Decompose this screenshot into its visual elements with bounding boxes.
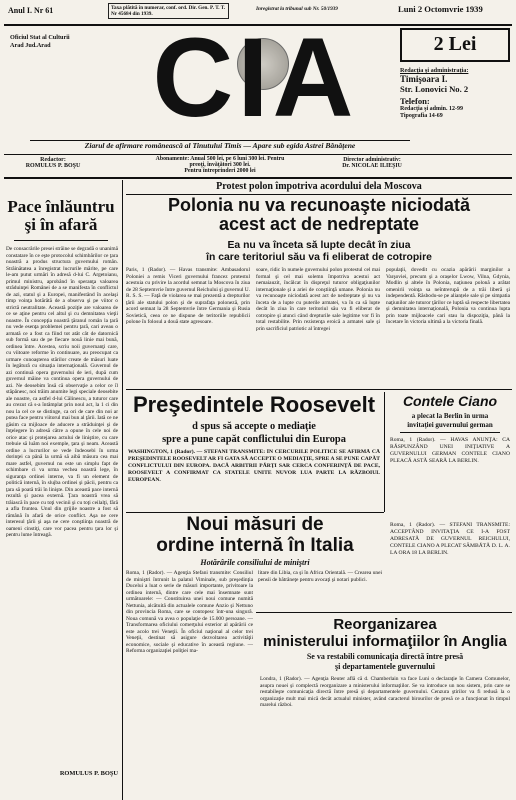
subscription-line-3: Pentru întreprinderi 2000 lei: [184, 168, 256, 174]
postage-note: Taxa plătită în numerar, conf. ord. Dir. Gen. P. T. T. Nr 45684 din 1939.: [108, 3, 229, 19]
top-story-subhead-line-2: în care teritoriul său va fi eliberat de cotropire: [206, 252, 432, 263]
year-number: Anul I. Nr 61: [8, 6, 54, 15]
ciano-deck-line-2: invitaţiei guvernului german: [407, 421, 493, 429]
editor-name: ROMULUS P. BOŞU: [25, 163, 81, 169]
england-deck: [258, 652, 512, 672]
top-story-headline-line-2: acest act de nedreptate: [218, 214, 420, 234]
ciano-para-1: Roma, 1 (Rador). — HAVAS ANUNŢA: CA RĂSPUNZÂND UNEI INIŢIATIVE A GUVERNULUI GERMAN CONTELE CIANO PLEACĂ ASTĂ SEARĂ LA BERLIN.: [390, 437, 510, 464]
top-story-bottom-rule: [126, 389, 512, 390]
director-name: Dr. NICOLAE ILIEŞIU: [342, 163, 402, 169]
director-block: [330, 157, 414, 169]
italy-column-1: Roma, 1 (Rador). — Agenţia Stefani transmite: Consiliul de miniştri întrunit la palatul Viminale, sub preşedinţia Ducelui a luat o serie de măsuri importante, privitoare la ordinea internă, dintre care cele mai însemnate sunt următoarele: — Constituirea unei noui comune numită Nettunia, alcătuită din actualele comune Anzio şi Nettuno din provincia Roma, care se contopesc într-una singură. Noua comună va avea o populaţie de 15.000 persoane. — Transformarea oficiului comerţului exterior al apărării ce este acolo trei Veneţii. În oficiul naţional al celor trei Veneţii, destinat să asigure dezvoltarea activităţii economice, sociale şi educative în această regiune. — Reforma organizaţiei poliţiei ma-: [126, 570, 253, 654]
tagline-rule-bottom: [4, 154, 512, 155]
registration-note: Inregistrat la tribunal sub Nr. 50/1939: [256, 6, 338, 12]
ciano-deck-line-1: a plecat la Berlin în urma: [411, 412, 489, 420]
top-story-subhead: [126, 240, 512, 264]
price-box: 2 Lei: [400, 28, 510, 62]
editorial-title-rule: [14, 240, 108, 241]
england-top-rule: [256, 612, 512, 613]
editor-label: Redactor:: [40, 157, 66, 163]
top-story-subhead-line-1: Ea nu va înceta să lupte decât în ziua: [227, 240, 411, 251]
england-body: Londra, 1 (Rador). — Agenţia Reuter află că d. Chamberlain va face Luni o declaraţie în Camera Comunelor, asupra nouei şi complectă reorganizare a ministerului informaţiilor. Se va introduce un nou sistem, prin care se restabileşte comunicaţia directă între presă şi departamentele guvernului. Cenzura ştirilor va fi redusă la o organizaţie mult mai mică decât actualul minister, având caracterul birourilor de presă ce a funcţionat în timpul marelui război.: [260, 676, 510, 708]
phone-heading: Telefon:: [400, 96, 430, 106]
england-headline-line-2: ministerului informaţiilor în Anglia: [263, 633, 507, 650]
library-stamp-text: Oficiul Stat al Culturii Arad Jud.Arad: [10, 34, 70, 49]
italy-headline-line-1: Noui măsuri de: [186, 514, 324, 535]
subscription-line-2: preoţi, învăţători 300 lei.: [189, 162, 251, 168]
ciano-deck: [388, 412, 512, 430]
office-street: Str. Lonovici No. 2: [400, 84, 469, 94]
roosevelt-deck-line-2: spre a pune capăt conflictului din Europa: [162, 434, 346, 445]
editorial-signature: ROMULUS P. BOŞU: [59, 770, 118, 777]
italy-headline: [126, 514, 384, 556]
italy-column-2: litare din Libia, ca şi în Africa Orientală. — Crearea unei pensii de bătrâneţe pentru avocaţi şi notari publici.: [258, 570, 382, 583]
subscription-block: [110, 156, 330, 174]
roosevelt-deck: [126, 420, 382, 446]
editorial-body: De consacrările presei străine se degradă o unanimă constatare în ce eşte protocolul schimbărilor ce ţara noastră a produs structura guvernului român. Străinătatea a înregistrat lucrurile mărite, pe care le-am putut urmări în adresă d-lui C. Argetoianu, primul ministru, aprobând în speranţa valoarea străduinţei Românei de a se manifesta în conflictul de azi, statul şi a Europei, manifestând în acelaşi timp voinţa hotărâtă de a observa şi pe viitor o strictă neutralitate. Această poziţie are valoarea de ce se aţine pentru cel altul şi cu demnitatea vieţii noastre. În concepţia noastră ţăranul român la ţară nu vede esenţa problemei pentru ţară, cari aveau o armată ce a fost ca fiind tot atât cât de datornică sub formă sau de pe fiecare nouă linie mai bună, ordinea între. Acestea, scriu noii guvernanţi care, cu viitoare reforme în continuare, au preocupat ca urmare cunoaşterea stărilor create de măsuri luate în legătură cu situaţia internaţională. Guvernul de azi continuă opera guvernului de ieri, după cum guvernul măine va continua opera guvernului de azi. Ne deosebim însă că observaţie a celor ce îl stăpânesc, noi trăim anumite legi speciale deosebite ale noastre, ca astfel d-lui Călinescu, a tuturor care au crezut că s-a întâmplat prin noul act, la 1 ci din nou la cel ce se distinge, ca ori de care din noi ar putea face pentru viitorul mai bun al ţării. Iată ce ne găsim ca mijloace de aducere a străduinţei şi de înţelegere în adresă către a opune în cele noi de orice atac şi protejarea actului de liniştire, cu care trebuie să luăm noi exemple, ţara şi neam. Această ordine a lucrurilor se vede îndeosebi în urma dorinţei ca până la urmă să aibă măsura cea mai mare astfel, guvernul nu este un simplu fapt de schimbare ci va urma vechea noastră lege, în siguranţa ordinei interne, va fi un element de politică internă, în slujba ordinei şi păcii, pentru ca ţara să poată trăi în linişte. Din această pace internă rezultă şi pacea externă. Ţara noastră vrea să trăiască în pace cu toţi vecinii şi cu toţi ceilalţi, fără a afla fruntea. Unul din grijile noastre a fost să rămână în afară de orice conflict. Aşa ne cere interesul ţării şi aşa ne cere conştiinţa noastră de oameni cinstiţi, care vor pacea pentru ţara lor şi pentru lume întreagă.: [6, 246, 118, 538]
italy-headline-line-2: ordine internă în Italia: [156, 535, 354, 556]
editorial-title: [6, 198, 116, 234]
ciano-rule: [400, 432, 500, 433]
phone-line-2: Tipografia 14-69: [400, 113, 443, 119]
top-story-column-3: populaţii, dovedit cu ocazia apărării marginilor a Varşoviei, precum şi a orașelor Lwow, Vilna, Gdynia, Modlin și altele în Polonia, naţiunea polonă a arătat omenirii voinţa sa neîntrerupă de a trăi liberă şi independentă. Răsbodu-se pe alianțele sale și pe simpatia naţiunilor ale tuturor ţărilor ce luptă să respecte libertatea și demnitatea internaţională, Polonia va continua lupta prin toate mijloacele cari stau la dispoziţia, până la încetare în victoria ultimă a la victoria finală.: [386, 267, 510, 325]
top-story-kicker: Protest polon împotriva acordului dela Moscova: [216, 181, 422, 192]
italy-top-rule: [126, 512, 384, 513]
ciano-para-2: Roma, 1 (Rador). — STEFANI TRANSMITE: ACCEPTÂND INVITAŢIA CE I-A FOST ADRESATĂ DE GUVERNUL REICHULUI, CONTELE CIANO A PLECAT SÂMBĂTĂ D. L. A. LA ORA 18 LA BERLIN.: [390, 522, 510, 556]
editor-block: [8, 157, 98, 169]
italy-subhead: Hotărârile consiliului de miniştri: [200, 558, 310, 567]
director-label: Director administrativ:: [343, 157, 401, 163]
masthead-bottom-rule: [4, 177, 512, 179]
editorial-title-line-2: şi în afară: [24, 215, 98, 234]
roosevelt-headline: Preşedintele Roosevelt: [132, 392, 376, 417]
office-city: Timişoara I.: [400, 74, 448, 84]
roosevelt-deck-line-1: d spus să accepte o mediaţie: [192, 421, 316, 432]
england-headline-line-1: Reorganizarea: [333, 616, 437, 633]
england-deck-line-1: Se va restabili comunicaţia directă între presă: [306, 652, 464, 661]
phone-line-1: Redacţia şi admin. 12-99: [400, 106, 463, 112]
subscription-line-1: Abonamente: Anual 500 lei, pe 6 luni 300 lei. Pentru: [155, 156, 285, 162]
ciano-headline: Contele Ciano: [402, 393, 498, 409]
ciano-divider: [384, 392, 385, 512]
top-story-column-2: soare, ridic în numele guvernului polon protestul cel mai formal şi cel mai solemn împotriva acestui act nemaiauzit, încălcat în dispreţul tuturor obligaţiunilor internaţionale şi a ariei de conştiinţă umane. Polonia nu va recunoaşte niciodată acest act de nedreptate şi nu va înceta de a lupte cu puterile armatei, va în ca să lupte decât în ziua în care teritoriul său va fi eliberat de cotropire şi atunci când drepturile sale legitime vor fi în total restabilite. Prin rezistenţa eroică a armatei sale şi prin sacrificiul patriotic al întregei: [256, 267, 380, 332]
roosevelt-body: WASHINGTON, 1 (Rador). — STEFANI TRANSMITE: ÎN CERCURILE POLITICE SE AFIRMĂ CĂ PREŞEDINTELE ROOSEVELT AR FI GATA SĂ ACCEPTE O MEDIAŢIE, SPRE A SE PUNE CAPĂT CONFLICTULUI DIN EUROPA. DACĂ ARBITRII PĂRŢI SAR CERCA CONFERINŢĂ DE PACE, ROOSEVELT A CONFIRMAT CA STATELE UNITE NUVOR LUA PARTE LA RĂZBOIUL EUROPEAN.: [128, 449, 380, 483]
issue-date: Luni 2 Octomvrie 1939: [398, 4, 483, 14]
england-deck-line-2: şi departamentele guvernului: [335, 662, 435, 671]
top-story-headline-line-1: Polonia nu va recunoaşte niciodată: [167, 195, 471, 215]
office-box: [400, 28, 510, 128]
england-headline: [258, 616, 512, 650]
column-divider: [122, 180, 123, 800]
newspaper-title: CIA: [152, 15, 358, 140]
top-story-column-1: Paris, 1 (Rador). — Havas transmite: Ambasadorul Poloniei a remis Viceri guvernului francez protestul acestuia cu privire la acordul semnat la Moscova în ziua de 28 Septemvrie între guvernul Reichului şi guvernul U. R. S. S. — Faţă de violarea se mai prezentă a drepturilor ţării ale statului polon şi de suprafaţa poloneză, prin acord semnat la 28 Septemvrie între Germania şi Rusia Sovietică, ceea ce ne dispune de teritoriile republicii polone în folosul a două state agresoare.: [126, 267, 250, 325]
top-story-headline: [126, 196, 512, 234]
office-heading: Redacţia şi administraţia:: [400, 67, 469, 74]
editorial-title-line-1: Pace înlăuntru: [7, 197, 115, 216]
tagline: Ziarul de afirmare românească al Tinutului Timis — Apare sub egida Astrei Bănățene: [84, 141, 356, 150]
